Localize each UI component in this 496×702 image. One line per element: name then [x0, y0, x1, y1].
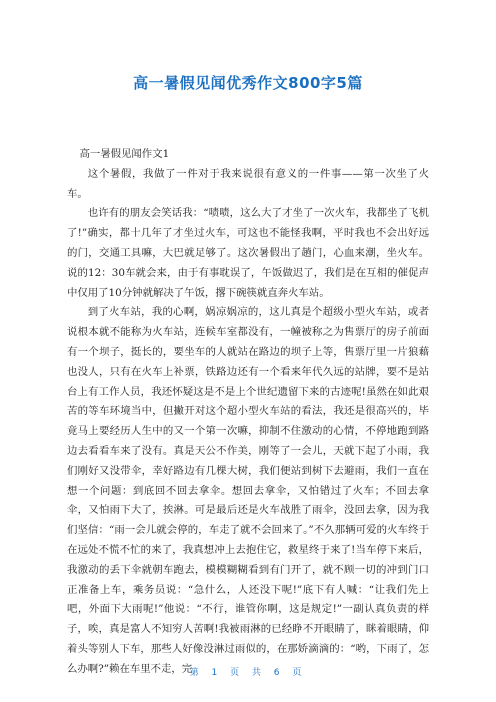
paragraph: 到了火车站，我的心啊，娲凉娲凉的，这儿真是个超级小型火车站，或者说根本就不能称为火车站，连候车室都没有，一幢被称之为售票厅的房子前面有一个坝子，挺长的，要坐车的人就站在路边的坝子上等，售票厅里一片狼藉也没人，只有在火车上补票，铁路边还有一个看来年代久远的站牌，要不是站台上有工作人员，我还怀疑这是不是上个世纪遗留下来的古迹呢!虽然在如此艰苦的等车环境当中，但撇开对这个超小型火车站的看法，我还是很高兴的，毕竟马上要经历人生中的又一个第一次嘛，抑制不住激动的心情，不停地跑到路边去看看车来了没有。真是天公不作美，刚等了一会儿，天就下起了小雨，我们刚好又没带伞，幸好路边有几棵大树，我们便站到树下去避雨，我们一直在想一个问题：到底回不回去拿伞。想回去拿伞，又怕错过了火车；不回去拿伞，又怕雨下大了，挨淋。可是最后还是火车战胜了雨伞，没回去拿，因为我们坚信：“雨一会儿就会停的，车走了就不会回来了。”不久那辆可爱的火车终于在远处不慌不忙的来了，我真想冲上去抱住它，救星终于来了!当车停下来后，我激动的丢下伞就朝车跑去，模模糊糊看到有门开了，就不顾一切的冲到门口正准备上车，乘务员说：“急什么，人还没下呢!”底下有人喊：“让我们先上吧，外面下大雨呢!”他说：“不行，谁管你啊，这是规定!”一副认真负责的样子，唉，真是富人不知穷人苦啊!我被雨淋的已经睁不开眼睛了，眯着眼睛，仰着头等别人下车，那些人好像没淋过雨似的，在那娇滴滴的：“哟，下雨了，怎么办啊?”赖在车里不走，完 — [67, 306, 429, 675]
section-heading: 高一暑假见闻作文1 — [79, 148, 170, 160]
page-footer: 第 1 页 共 6 页 — [189, 668, 307, 678]
paragraph: 这个暑假，我做了一件对于我来说很有意义的一件事——第一次坐了火车。 — [67, 167, 429, 200]
document-body — [67, 145, 429, 680]
document-title: 高一暑假见闻优秀作文800字5篇 — [133, 74, 363, 92]
paragraph: 也许有的朋友会笑话我：“啧啧，这么大了才坐了一次火车，我都坐了飞机了!”确实，都十几年了才坐过火车，可这也不能怪我啊，平时我也不会出好远的门，交通工具嘛，大巴就足够了。这次暑假出了趟门，心血来潮，坐火车。说的12：30车就会来，由于有事耽误了，午饭做迟了，我们是在互相的催促声中仅用了10分钟就解决了午饭，撂下碗筷就直奔火车站。 — [67, 207, 429, 299]
